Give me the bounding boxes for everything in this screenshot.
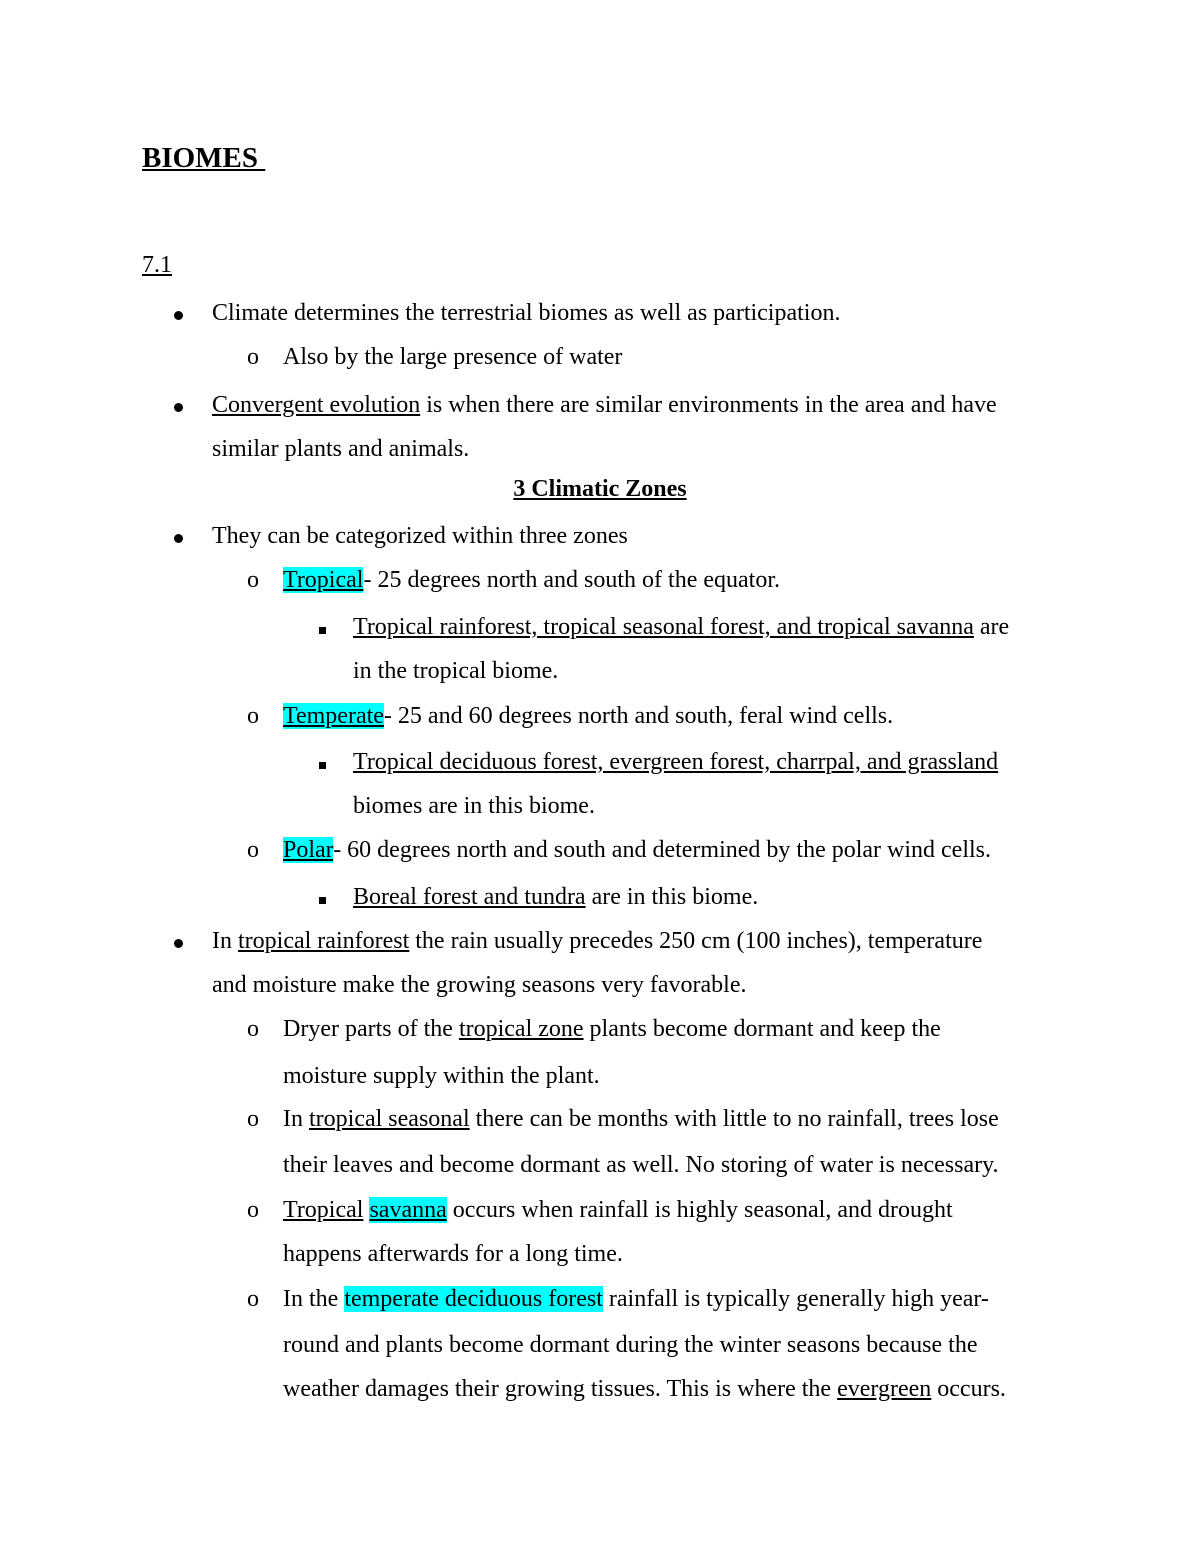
circle-bullet-icon: o [247,1016,259,1042]
bullet-icon [174,520,183,552]
zone-tropical: Tropical- 25 degrees north and south of the equator. [283,567,781,593]
zone-polar: Polar- 60 degrees north and south and determined by the polar wind cells. [283,837,992,863]
bullet-text: They can be categorized within three zones [212,523,628,549]
sub-bullet-text: In the temperate deciduous forest rainfall is typically generally high year- [283,1286,989,1312]
sub-bullet-text-cont: round and plants become dormant during the winter seasons because the [283,1332,978,1358]
square-bullet-icon [319,881,326,913]
zone-polar-biomes: Boreal forest and tundra are in this biome. [353,884,759,910]
circle-bullet-icon: o [247,1197,259,1223]
document-title: BIOMES [142,142,266,174]
square-bullet-icon [319,611,326,643]
zone-tropical-biomes-cont: in the tropical biome. [353,658,559,684]
circle-bullet-icon: o [247,1286,259,1312]
section-heading: 3 Climatic Zones [513,476,687,502]
zone-temperate-biomes-cont: biomes are in this biome. [353,793,595,819]
square-bullet-icon [319,746,326,778]
circle-bullet-icon: o [247,344,259,370]
section-number: 7.1 [142,252,172,278]
zone-temperate: Temperate- 25 and 60 degrees north and south, feral wind cells. [283,703,894,729]
sub-bullet-text-cont: moisture supply within the plant. [283,1063,600,1089]
sub-bullet-text-cont: weather damages their growing tissues. This is where the evergreen occurs. [283,1376,1006,1402]
sub-bullet-text: Tropical savanna occurs when rainfall is highly seasonal, and drought [283,1197,953,1223]
zone-tropical-biomes: Tropical rainforest, tropical seasonal forest, and tropical savanna are [353,614,1010,640]
bullet-icon [174,925,183,957]
circle-bullet-icon: o [247,567,259,593]
circle-bullet-icon: o [247,1106,259,1132]
bullet-icon [174,389,183,421]
bullet-icon [174,297,183,329]
bullet-text: Climate determines the terrestrial biomes as well as participation. [212,300,841,326]
sub-bullet-text: In tropical seasonal there can be months with little to no rainfall, trees lose [283,1106,999,1132]
bullet-text: Convergent evolution is when there are similar environments in the area and have [212,392,997,418]
sub-bullet-text: Dryer parts of the tropical zone plants become dormant and keep the [283,1016,941,1042]
sub-bullet-text: Also by the large presence of water [283,344,623,370]
bullet-text-cont: similar plants and animals. [212,436,470,462]
bullet-text-cont: and moisture make the growing seasons very favorable. [212,972,747,998]
sub-bullet-text-cont: happens afterwards for a long time. [283,1241,623,1267]
sub-bullet-text-cont: their leaves and become dormant as well. No storing of water is necessary. [283,1152,999,1178]
circle-bullet-icon: o [247,703,259,729]
bullet-text: In tropical rainforest the rain usually precedes 250 cm (100 inches), temperature [212,928,983,954]
zone-temperate-biomes: Tropical deciduous forest, evergreen forest, charrpal, and grassland [353,749,999,775]
circle-bullet-icon: o [247,837,259,863]
